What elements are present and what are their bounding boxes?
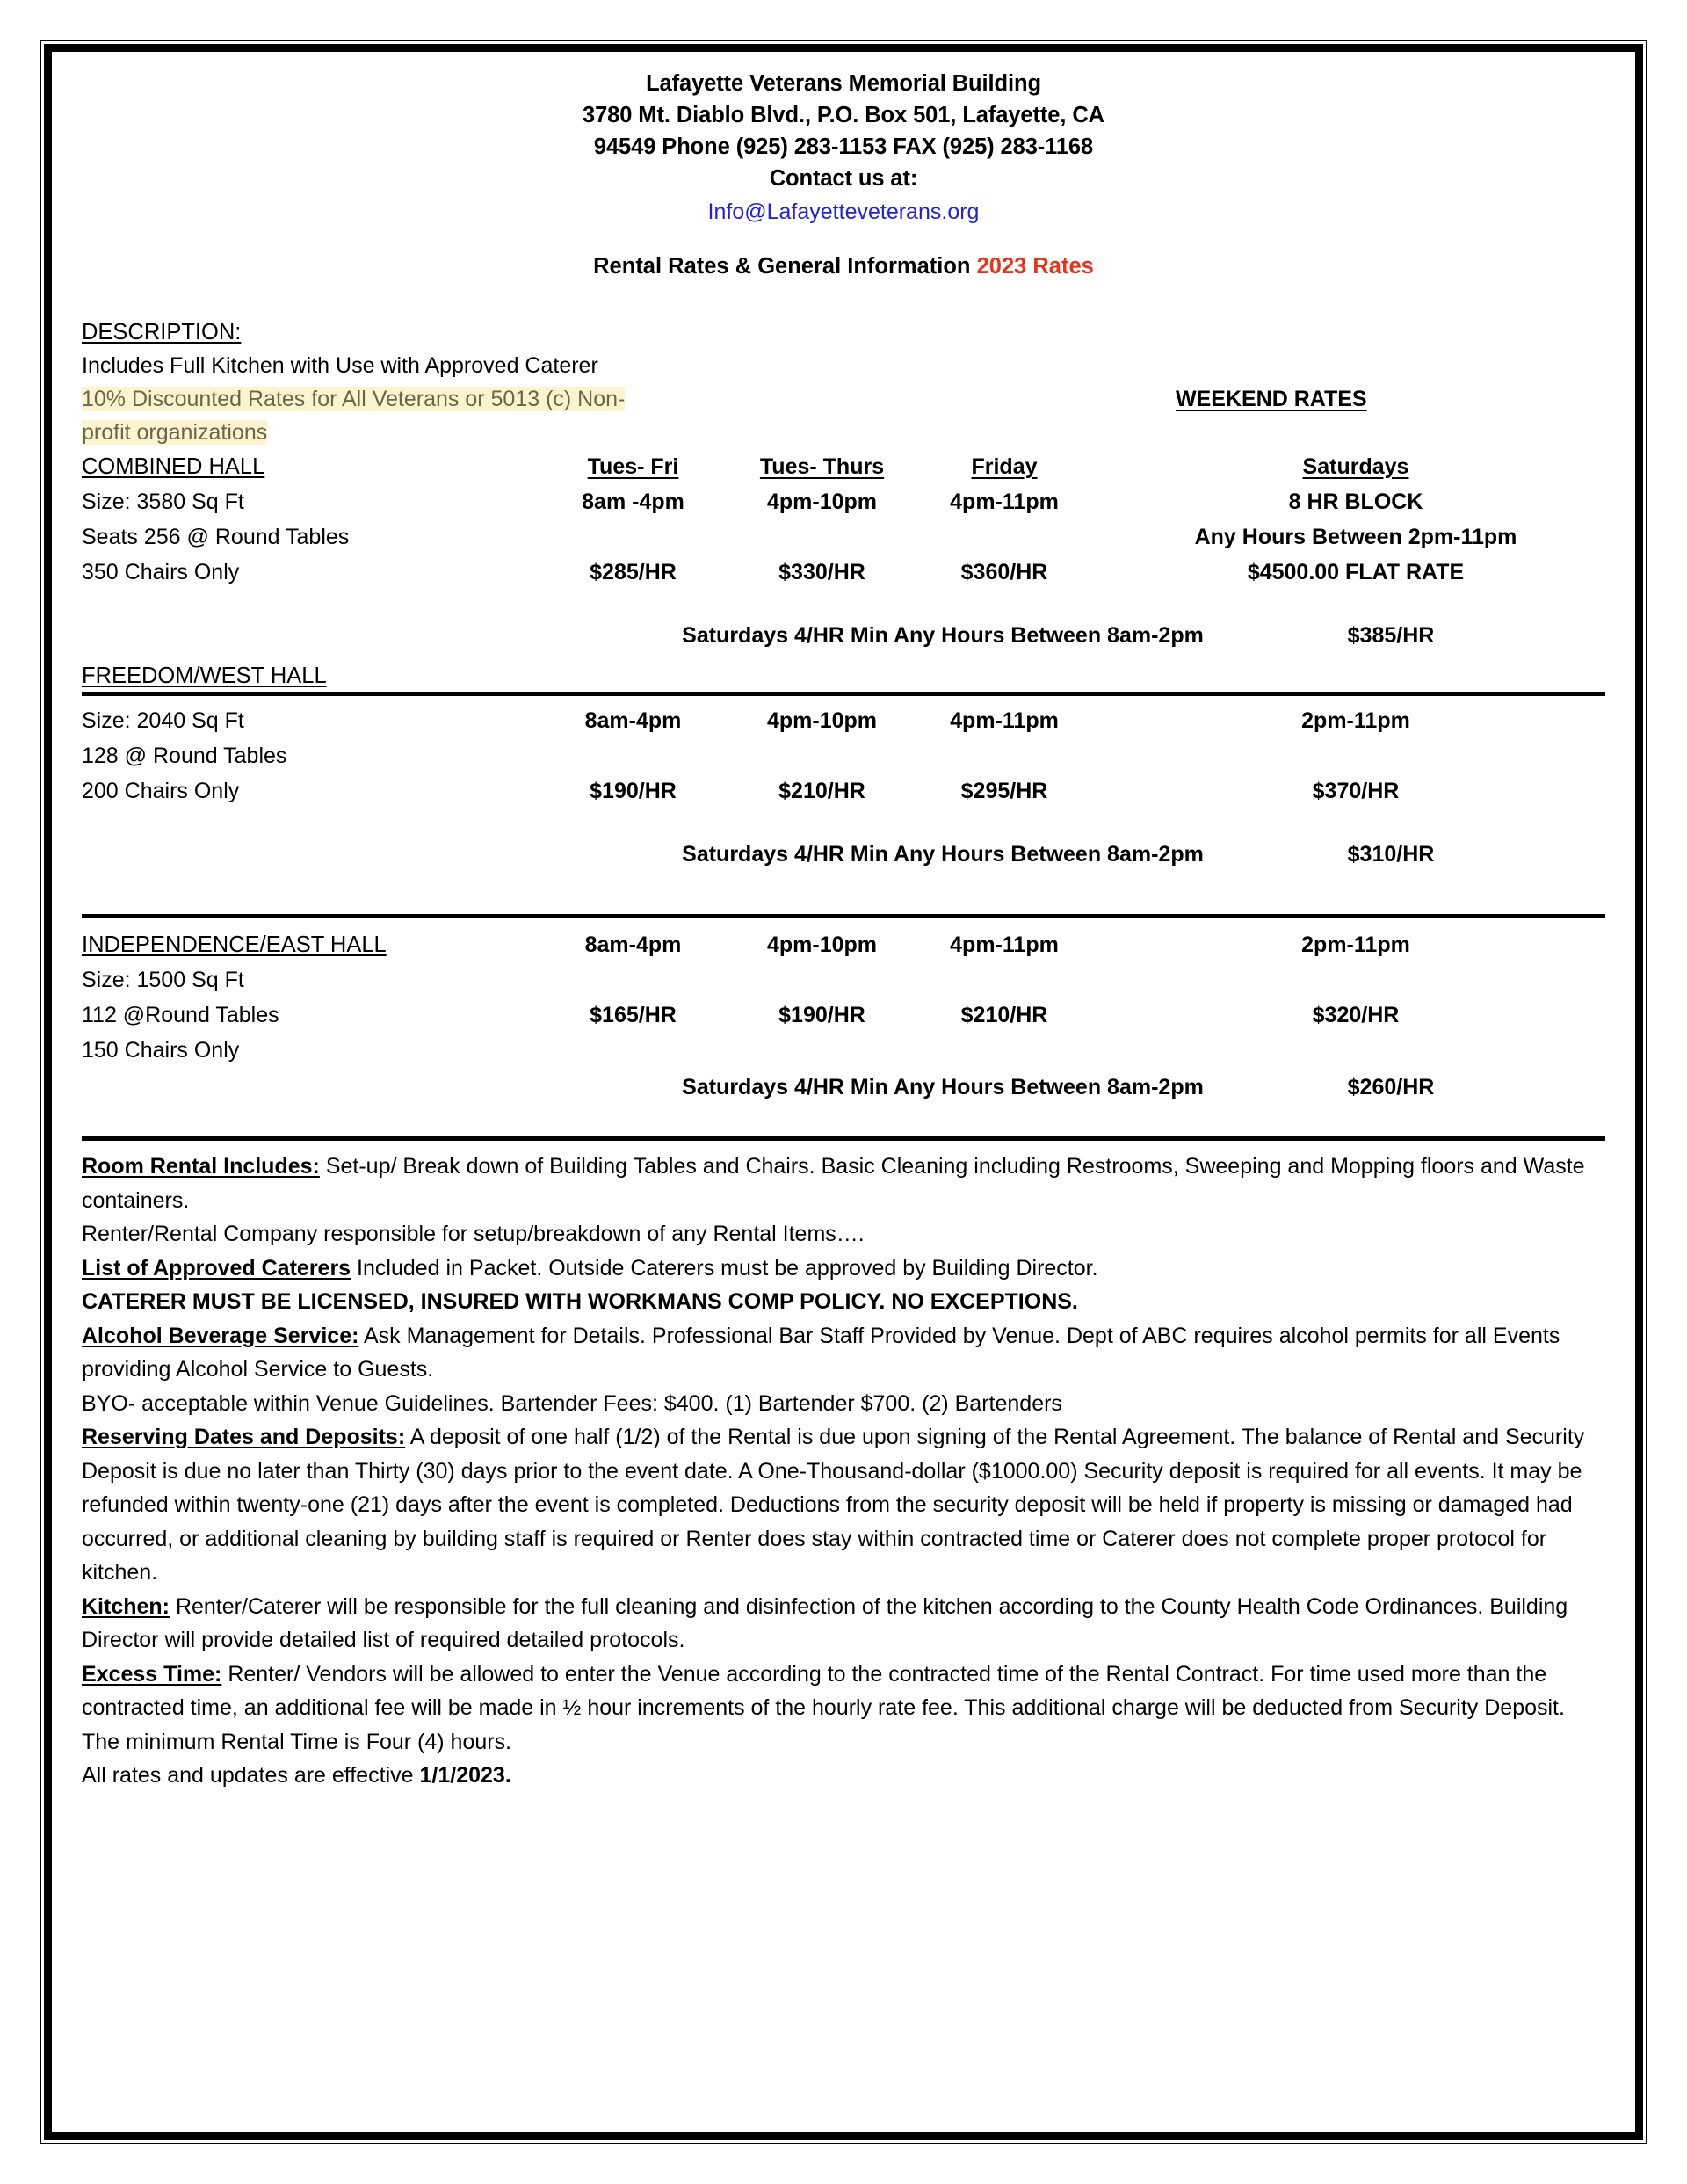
independence-east-saturday-min-row: [82, 1070, 1605, 1112]
document-page-frame: [40, 40, 1647, 2144]
description-discount-row-2: [82, 416, 1605, 449]
discount-text-line-1: 10% Discounted Rates for All Veterans or 5013 (c) Non-: [82, 387, 626, 411]
weekend-rates-heading: WEEKEND RATES: [1176, 387, 1367, 411]
header-line-contact-us: Contact us at:: [769, 166, 918, 191]
header-line-address: 3780 Mt. Diablo Blvd., P.O. Box 501, Lafayette, CA: [583, 103, 1104, 127]
section-divider-independence: [82, 914, 1605, 918]
term-text-caterers: Included in Packet. Outside Caterers must be approved by Building Director.: [351, 1255, 1098, 1281]
combined-hall-rate-tues-thurs: $330/HR: [778, 560, 865, 584]
term-text-room-rental: Set-up/ Break down of Building Tables and Chairs. Basic Cleaning including Restrooms, Sweeping and Mopping floors and Waste containers.: [82, 1154, 1585, 1213]
page-title-main: Rental Rates & General Information: [593, 254, 977, 279]
contact-email-link[interactable]: Info@Lafayetteveterans.org: [707, 200, 980, 224]
independence-east-time-tues-thurs: 4pm-10pm: [766, 932, 878, 957]
independence-east-sat-min-rate: $260/HR: [1347, 1075, 1435, 1099]
term-label-excess-time: Excess Time:: [82, 1661, 222, 1687]
table-row: [82, 738, 1619, 773]
term-label-kitchen: Kitchen:: [82, 1593, 170, 1619]
independence-east-time-tues-fri: 8am-4pm: [584, 932, 682, 957]
independence-east-rate-friday: $210/HR: [960, 1003, 1048, 1027]
combined-hall-rate-tues-fri: $285/HR: [590, 560, 677, 584]
freedom-west-hall-title: FREEDOM/WEST HALL: [82, 664, 327, 688]
combined-hall-seats: Seats 256 @ Round Tables: [82, 525, 350, 549]
column-header-tues-fri: Tues- Fri: [587, 454, 679, 479]
combined-hall-chairs: 350 Chairs Only: [82, 560, 240, 584]
independence-east-rate-saturday: $320/HR: [1312, 1003, 1400, 1027]
freedom-west-rate-saturday: $370/HR: [1312, 779, 1400, 803]
table-row: [82, 998, 1619, 1033]
term-room-rental-includes: [82, 1150, 1605, 1217]
table-row: [82, 484, 1619, 519]
independence-east-hall-size: Size: 1500 Sq Ft: [82, 968, 244, 992]
freedom-west-hall-section: [82, 660, 1605, 879]
freedom-west-time-tues-thurs: 4pm-10pm: [766, 708, 878, 733]
term-label-caterers: List of Approved Caterers: [82, 1255, 351, 1281]
table-row: [82, 773, 1619, 809]
term-kitchen: [82, 1590, 1605, 1658]
independence-east-hall-table: [82, 927, 1619, 1068]
combined-hall-table: [82, 449, 1619, 590]
freedom-west-rate-friday: $295/HR: [960, 779, 1048, 803]
freedom-west-saturday-min-row: [82, 837, 1605, 879]
independence-east-rate-tues-fri: $165/HR: [590, 1003, 677, 1027]
term-text-alcohol: Ask Management for Details. Professional Bar Staff Provided by Venue. Dept of ABC requires alcohol permits for all Events providing Alcohol Service to Guests.: [82, 1323, 1560, 1382]
column-header-friday: Friday: [971, 454, 1038, 479]
page-title: [82, 252, 1605, 280]
independence-east-hall-section: [82, 914, 1605, 1112]
table-row: [82, 703, 1619, 738]
term-approved-caterers: [82, 1252, 1605, 1286]
table-row: [82, 927, 1619, 962]
combined-hall-sat-min-rate: $385/HR: [1347, 623, 1435, 648]
independence-east-sat-min-label: Saturdays 4/HR Min Any Hours Between 8am-2pm: [682, 1075, 1204, 1099]
term-byo-bartender-fees: BYO- acceptable within Venue Guidelines. Bartender Fees: $400. (1) Bartender $700. (2) Bartenders: [82, 1390, 1062, 1416]
term-effective-date: [82, 1759, 1605, 1793]
column-header-saturdays: Saturdays: [1302, 454, 1409, 479]
term-text-reserving: A deposit of one half (1/2) of the Rental is due upon signing of the Rental Agreement. The balance of Rental and Security Deposit is due no later than Thirty (30) days prior to the event date. A One-Thousand-dollar ($1000.00) Security deposit is required for all events. It may be refunded within twenty-one (21) days after the event is completed. Deductions from the security deposit will be held if property is missing or damaged had occurred, or additional cleaning by building staff is required or Renter does stay within contracted time or Caterer does not complete proper protocol for kitchen.: [82, 1425, 1585, 1585]
freedom-west-rate-tues-thurs: $210/HR: [778, 779, 865, 803]
combined-hall-time-tues-thurs: 4pm-10pm: [766, 490, 878, 514]
document-header: [82, 68, 1605, 194]
independence-east-time-saturday: 2pm-11pm: [1301, 932, 1410, 957]
independence-east-hall-chairs: 150 Chairs Only: [82, 1038, 240, 1063]
term-text-kitchen: Renter/Caterer will be responsible for the full cleaning and disinfection of the kitchen according to the County Health Code Ordinances. Building Director will provide detailed list of required detailed protocols.: [82, 1593, 1568, 1652]
combined-hall-time-friday: 4pm-11pm: [950, 490, 1059, 514]
freedom-west-hall-chairs: 200 Chairs Only: [82, 779, 240, 803]
independence-east-hall-title: INDEPENDENCE/EAST HALL: [82, 932, 387, 957]
independence-east-hall-tables: 112 @Round Tables: [82, 1003, 279, 1027]
combined-hall-rate-friday: $360/HR: [960, 560, 1048, 584]
combined-hall-saturday-note: Any Hours Between 2pm-11pm: [1194, 525, 1517, 549]
freedom-west-hall-table: [82, 703, 1619, 809]
document-page: [44, 44, 1643, 2140]
effective-date-prefix: All rates and updates are effective: [82, 1763, 420, 1788]
combined-hall-time-saturday: 8 HR BLOCK: [1288, 490, 1423, 514]
description-heading: DESCRIPTION:: [82, 320, 242, 345]
section-divider-terms: [82, 1136, 1605, 1141]
freedom-west-hall-size: Size: 2040 Sq Ft: [82, 708, 244, 733]
freedom-west-sat-min-label: Saturdays 4/HR Min Any Hours Between 8am-2pm: [682, 842, 1204, 867]
terms-section: [82, 1136, 1605, 1793]
combined-hall-section: [82, 449, 1605, 660]
combined-hall-size: Size: 3580 Sq Ft: [82, 490, 244, 514]
term-reserving-dates-deposits: [82, 1420, 1605, 1590]
column-header-tues-thurs: Tues- Thurs: [759, 454, 885, 479]
freedom-west-time-friday: 4pm-11pm: [950, 708, 1059, 733]
term-renter-responsibility: Renter/Rental Company responsible for setup/breakdown of any Rental Items….: [82, 1222, 865, 1246]
term-label-room-rental: Room Rental Includes:: [82, 1154, 320, 1179]
freedom-west-time-saturday: 2pm-11pm: [1301, 708, 1410, 733]
term-label-alcohol: Alcohol Beverage Service:: [82, 1323, 359, 1348]
term-alcohol-beverage-service: [82, 1319, 1605, 1387]
freedom-west-hall-tables: 128 @ Round Tables: [82, 744, 287, 768]
freedom-west-time-tues-fri: 8am-4pm: [584, 708, 682, 733]
header-line-phone-fax: 94549 Phone (925) 283-1153 FAX (925) 283-1168: [593, 134, 1094, 159]
freedom-west-rate-tues-fri: $190/HR: [590, 779, 677, 803]
table-row: [82, 449, 1619, 484]
term-caterer-license-requirement: CATERER MUST BE LICENSED, INSURED WITH WORKMANS COMP POLICY. NO EXCEPTIONS.: [82, 1289, 1078, 1314]
independence-east-time-friday: 4pm-11pm: [950, 932, 1059, 957]
page-title-year: 2023 Rates: [976, 254, 1094, 279]
combined-hall-saturday-min-row: [82, 618, 1605, 660]
section-divider-freedom: [82, 692, 1605, 696]
header-line-building-name: Lafayette Veterans Memorial Building: [646, 71, 1041, 96]
combined-hall-time-tues-fri: 8am -4pm: [582, 490, 684, 514]
discount-text-line-2: profit organizations: [82, 420, 268, 445]
table-row: [82, 555, 1619, 590]
table-row: [82, 1033, 1619, 1068]
term-label-reserving: Reserving Dates and Deposits:: [82, 1425, 406, 1449]
description-kitchen-line: Includes Full Kitchen with Use with Approved Caterer: [82, 353, 598, 378]
freedom-west-hall-title-row: [82, 660, 1605, 692]
term-excess-time: [82, 1658, 1605, 1760]
table-row: [82, 962, 1619, 998]
combined-hall-title: COMBINED HALL: [82, 454, 265, 479]
independence-east-rate-tues-thurs: $190/HR: [778, 1003, 865, 1027]
description-section: [82, 316, 1605, 449]
table-row: [82, 519, 1619, 555]
effective-date-value: 1/1/2023.: [419, 1763, 511, 1788]
combined-hall-sat-min-label: Saturdays 4/HR Min Any Hours Between 8am-2pm: [682, 623, 1204, 648]
combined-hall-rate-saturday: $4500.00 FLAT RATE: [1247, 560, 1465, 584]
description-discount-row: [82, 382, 1605, 416]
term-text-excess-time: Renter/ Vendors will be allowed to enter the Venue according to the contracted time of the Rental Contract. For time used more than the contracted time, an additional fee will be made in ½ hour increments of the hourly rate fee. This additional charge will be deducted from Security Deposit. The minimum Rental Time is Four (4) hours.: [82, 1661, 1565, 1754]
freedom-west-sat-min-rate: $310/HR: [1347, 842, 1435, 867]
